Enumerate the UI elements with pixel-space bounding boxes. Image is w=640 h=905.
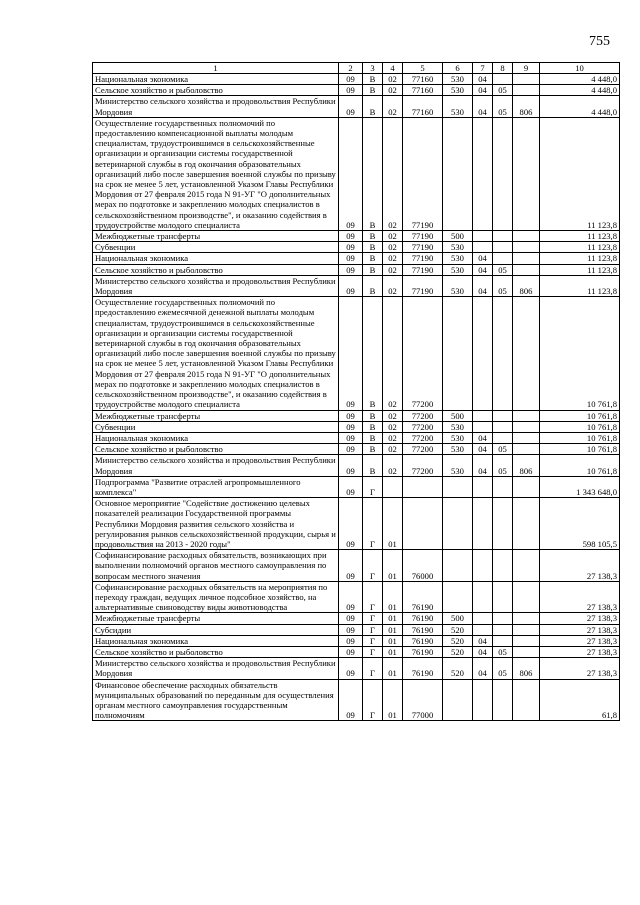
column-header: 7 [473,63,493,74]
code-cell [473,498,493,550]
column-header: 3 [363,63,383,74]
budget-table [92,62,620,721]
code-cell: 530 [443,242,473,253]
code-cell [493,231,513,242]
code-cell: В [363,275,383,296]
row-name-cell: Национальная экономика [93,432,339,443]
amount-cell: 11 123,8 [540,275,620,296]
code-cell: 530 [443,444,473,455]
code-cell [513,498,540,550]
code-cell: 806 [513,455,540,476]
code-cell [443,476,473,497]
code-cell: В [363,74,383,85]
code-cell: 04 [473,275,493,296]
code-cell: 77200 [403,297,443,410]
table-row [93,117,620,230]
code-cell [493,242,513,253]
code-cell: 09 [339,117,363,230]
code-cell [513,410,540,421]
code-cell: В [363,117,383,230]
code-cell: 04 [473,85,493,96]
table-row [93,421,620,432]
code-cell: 01 [383,498,403,550]
code-cell: 77160 [403,74,443,85]
code-cell: 04 [473,253,493,264]
code-cell: 77190 [403,253,443,264]
table-row [93,679,620,721]
code-cell: 09 [339,444,363,455]
code-cell: 05 [493,455,513,476]
code-cell: 05 [493,85,513,96]
code-cell: 09 [339,264,363,275]
table-row [93,297,620,410]
code-cell: 77190 [403,275,443,296]
code-cell: 76190 [403,581,443,613]
code-cell: 77200 [403,444,443,455]
code-cell [473,550,493,582]
column-header: 4 [383,63,403,74]
code-cell: 01 [383,646,403,657]
code-cell: 05 [493,96,513,117]
code-cell: 01 [383,613,403,624]
row-name-cell: Национальная экономика [93,253,339,264]
code-cell: 09 [339,455,363,476]
amount-cell: 598 105,5 [540,498,620,550]
code-cell [493,74,513,85]
column-header: 6 [443,63,473,74]
amount-cell: 27 138,3 [540,635,620,646]
code-cell: В [363,297,383,410]
code-cell: 77200 [403,455,443,476]
row-name-cell: Министерство сельского хозяйства и продовольствия Республики Мордовия [93,96,339,117]
code-cell: Г [363,613,383,624]
code-cell: В [363,432,383,443]
code-cell: Г [363,624,383,635]
code-cell: 77160 [403,96,443,117]
code-cell: 806 [513,96,540,117]
code-cell [473,297,493,410]
code-cell: 500 [443,410,473,421]
code-cell: 76190 [403,658,443,679]
code-cell: 09 [339,421,363,432]
code-cell: 520 [443,635,473,646]
code-cell: 09 [339,253,363,264]
code-cell: 76190 [403,646,443,657]
code-cell: 76000 [403,550,443,582]
code-cell: 77200 [403,421,443,432]
code-cell [513,117,540,230]
code-cell [493,117,513,230]
code-cell: 09 [339,679,363,721]
row-name-cell: Сельское хозяйство и рыболовство [93,646,339,657]
code-cell: В [363,85,383,96]
code-cell [513,242,540,253]
column-header: 9 [513,63,540,74]
code-cell: 500 [443,231,473,242]
code-cell: 01 [383,581,403,613]
column-number-row [93,63,620,74]
code-cell: 76190 [403,635,443,646]
code-cell [493,498,513,550]
code-cell [443,117,473,230]
code-cell: 05 [493,658,513,679]
code-cell [513,421,540,432]
code-cell: 04 [473,96,493,117]
column-header: 10 [540,63,620,74]
amount-cell: 27 138,3 [540,646,620,657]
code-cell: Г [363,476,383,497]
code-cell: 02 [383,253,403,264]
code-cell [473,117,493,230]
code-cell: 02 [383,85,403,96]
code-cell: 01 [383,658,403,679]
amount-cell: 11 123,8 [540,264,620,275]
code-cell: 02 [383,264,403,275]
code-cell [513,550,540,582]
column-header: 5 [403,63,443,74]
code-cell [493,421,513,432]
row-name-cell: Межбюджетные трансферты [93,410,339,421]
column-header: 2 [339,63,363,74]
code-cell [473,410,493,421]
code-cell: Г [363,581,383,613]
code-cell: 77190 [403,117,443,230]
code-cell [493,550,513,582]
code-cell: 02 [383,421,403,432]
code-cell [493,581,513,613]
code-cell: 09 [339,242,363,253]
table-row [93,624,620,635]
code-cell: 04 [473,646,493,657]
table-row [93,658,620,679]
code-cell: 02 [383,96,403,117]
code-cell: 77160 [403,85,443,96]
row-name-cell: Софинансирование расходных обязательств на мероприятия по переходу граждан, ведущих личное подсобное хозяйство, на альтернативные свиноводству виды животноводства [93,581,339,613]
amount-cell: 4 448,0 [540,96,620,117]
code-cell [493,613,513,624]
code-cell [513,432,540,443]
code-cell [513,635,540,646]
amount-cell: 10 761,8 [540,455,620,476]
code-cell [443,679,473,721]
code-cell: 01 [383,624,403,635]
code-cell [473,624,493,635]
code-cell: 09 [339,410,363,421]
code-cell: 02 [383,432,403,443]
code-cell: 04 [473,455,493,476]
code-cell: В [363,455,383,476]
code-cell: 77190 [403,264,443,275]
table-row [93,455,620,476]
code-cell [493,410,513,421]
code-cell: 09 [339,613,363,624]
code-cell: 77190 [403,231,443,242]
code-cell: 77190 [403,242,443,253]
code-cell: 05 [493,444,513,455]
code-cell [513,476,540,497]
code-cell: 04 [473,264,493,275]
code-cell [513,85,540,96]
code-cell [473,242,493,253]
code-cell: 76190 [403,624,443,635]
code-cell: Г [363,646,383,657]
code-cell: 806 [513,275,540,296]
code-cell: 77000 [403,679,443,721]
code-cell [513,581,540,613]
row-name-cell: Министерство сельского хозяйства и продовольствия Республики Мордовия [93,658,339,679]
amount-cell: 10 761,8 [540,297,620,410]
code-cell: Г [363,635,383,646]
code-cell [443,297,473,410]
code-cell [493,297,513,410]
amount-cell: 27 138,3 [540,581,620,613]
code-cell: 04 [473,658,493,679]
row-name-cell: Основное мероприятие "Содействие достижению целевых показателей реализации Государственной программы Республики Мордовия развития сельского хозяйства и регулирования рынков сельскохозяйственной продукции, сырья и продовольствия на 2013 - 2020 годы" [93,498,339,550]
code-cell: 02 [383,410,403,421]
table-row [93,242,620,253]
row-name-cell: Министерство сельского хозяйства и продовольствия Республики Мордовия [93,455,339,476]
page-number: 755 [589,34,610,49]
table-row [93,264,620,275]
table-row [93,74,620,85]
code-cell [513,613,540,624]
code-cell: 530 [443,264,473,275]
code-cell [473,679,493,721]
code-cell [403,476,443,497]
code-cell: Г [363,550,383,582]
code-cell: 09 [339,624,363,635]
code-cell [513,444,540,455]
row-name-cell: Субсидии [93,624,339,635]
code-cell: 530 [443,421,473,432]
code-cell: 04 [473,74,493,85]
row-name-cell: Национальная экономика [93,74,339,85]
code-cell: 09 [339,297,363,410]
amount-cell: 10 761,8 [540,410,620,421]
code-cell: 76190 [403,613,443,624]
code-cell: 02 [383,231,403,242]
amount-cell: 27 138,3 [540,613,620,624]
amount-cell: 1 343 648,0 [540,476,620,497]
code-cell: 04 [473,444,493,455]
code-cell: 500 [443,613,473,624]
column-header: 8 [493,63,513,74]
code-cell: 09 [339,74,363,85]
amount-cell: 61,8 [540,679,620,721]
amount-cell: 10 761,8 [540,432,620,443]
table-row [93,581,620,613]
row-name-cell: Субвенции [93,421,339,432]
table-row [93,85,620,96]
table-row [93,635,620,646]
row-name-cell: Подпрограмма "Развитие отраслей агропромышленного комплекса" [93,476,339,497]
code-cell: Г [363,679,383,721]
code-cell [493,635,513,646]
table-row [93,96,620,117]
code-cell: 530 [443,253,473,264]
code-cell: 530 [443,275,473,296]
code-cell: 520 [443,646,473,657]
code-cell [513,297,540,410]
code-cell: 77200 [403,410,443,421]
code-cell [473,421,493,432]
amount-cell: 27 138,3 [540,658,620,679]
code-cell: 05 [493,264,513,275]
code-cell [473,476,493,497]
row-name-cell: Межбюджетные трансферты [93,613,339,624]
code-cell [383,476,403,497]
code-cell: В [363,410,383,421]
row-name-cell: Сельское хозяйство и рыболовство [93,444,339,455]
code-cell: 530 [443,96,473,117]
code-cell: 09 [339,498,363,550]
code-cell: 520 [443,658,473,679]
amount-cell: 11 123,8 [540,117,620,230]
code-cell: 77200 [403,432,443,443]
amount-cell: 10 761,8 [540,421,620,432]
code-cell: 09 [339,550,363,582]
table-row [93,498,620,550]
code-cell [513,74,540,85]
code-cell [493,476,513,497]
code-cell: В [363,96,383,117]
code-cell [493,432,513,443]
code-cell: В [363,264,383,275]
code-cell: 02 [383,275,403,296]
code-cell: 530 [443,74,473,85]
code-cell [513,679,540,721]
code-cell: 02 [383,117,403,230]
code-cell: 09 [339,658,363,679]
code-cell: 02 [383,444,403,455]
code-cell: 530 [443,85,473,96]
code-cell: 09 [339,635,363,646]
code-cell [473,581,493,613]
code-cell: В [363,253,383,264]
amount-cell: 11 123,8 [540,253,620,264]
code-cell [493,624,513,635]
table-row [93,646,620,657]
row-name-cell: Финансовое обеспечение расходных обязательств муниципальных образований по переданным для осуществления органам местного самоуправления государственным полномочиям [93,679,339,721]
code-cell [513,264,540,275]
code-cell [443,498,473,550]
row-name-cell: Софинансирование расходных обязательств, возникающих при выполнении полномочий органов местного самоуправления по вопросам местного значения [93,550,339,582]
code-cell [473,613,493,624]
code-cell: 530 [443,455,473,476]
row-name-cell: Сельское хозяйство и рыболовство [93,85,339,96]
amount-cell: 11 123,8 [540,231,620,242]
code-cell [443,550,473,582]
table-row [93,410,620,421]
table-row [93,275,620,296]
code-cell: 09 [339,646,363,657]
code-cell [443,581,473,613]
code-cell: 02 [383,242,403,253]
code-cell: 09 [339,275,363,296]
code-cell: Г [363,498,383,550]
code-cell: 520 [443,624,473,635]
table-row [93,613,620,624]
amount-cell: 27 138,3 [540,624,620,635]
code-cell: В [363,421,383,432]
code-cell: 04 [473,635,493,646]
code-cell [513,231,540,242]
row-name-cell: Межбюджетные трансферты [93,231,339,242]
row-name-cell: Национальная экономика [93,635,339,646]
amount-cell: 10 761,8 [540,444,620,455]
code-cell: 806 [513,658,540,679]
code-cell: 01 [383,635,403,646]
amount-cell: 4 448,0 [540,74,620,85]
code-cell: Г [363,658,383,679]
table-row [93,444,620,455]
code-cell [513,624,540,635]
code-cell: 05 [493,275,513,296]
code-cell: 05 [493,646,513,657]
code-cell: 09 [339,85,363,96]
row-name-cell: Сельское хозяйство и рыболовство [93,264,339,275]
code-cell: 02 [383,455,403,476]
row-name-cell: Осуществление государственных полномочий по предоставлению компенсационной выплаты молодым специалистам, трудоустроившимся в сельскохозяйственные организации и организации системы государственной ветеринарной службы в год окончания образовательных организаций либо после завершения военной службы по призыву на срок не менее 5 лет, установленной Указом Главы Республики Мордовия от 27 февраля 2015 года N 91-УГ "О дополнительных мерах по подготовке и закреплению молодых специалистов в сельскохозяйственном производстве", и оказанию содействия в трудоустройстве молодого специалиста [93,117,339,230]
code-cell: 09 [339,96,363,117]
code-cell [493,253,513,264]
table-row [93,432,620,443]
code-cell: 09 [339,581,363,613]
code-cell: 09 [339,231,363,242]
code-cell: В [363,231,383,242]
code-cell: В [363,444,383,455]
code-cell [473,231,493,242]
code-cell: В [363,242,383,253]
row-name-cell: Министерство сельского хозяйства и продовольствия Республики Мордовия [93,275,339,296]
code-cell [493,679,513,721]
table-row [93,253,620,264]
code-cell: 01 [383,679,403,721]
amount-cell: 11 123,8 [540,242,620,253]
code-cell [513,253,540,264]
code-cell: 02 [383,297,403,410]
code-cell: 530 [443,432,473,443]
amount-cell: 27 138,3 [540,550,620,582]
code-cell: 09 [339,432,363,443]
code-cell: 02 [383,74,403,85]
code-cell: 01 [383,550,403,582]
code-cell: 04 [473,432,493,443]
amount-cell: 4 448,0 [540,85,620,96]
row-name-cell: Субвенции [93,242,339,253]
table-row [93,476,620,497]
code-cell: 09 [339,476,363,497]
row-name-cell: Осуществление государственных полномочий по предоставлению ежемесячной денежной выплаты молодым специалистам, трудоустроившимся в сельскохозяйственные организации и организации системы государственной ветеринарной службы в год окончания образовательных организаций либо после завершения военной службы по призыву на срок не менее 5 лет, установленной Указом Главы Республики Мордовия от 27 февраля 2015 года N 91-УГ "О дополнительных мерах по подготовке и закреплению молодых специалистов в сельскохозяйственном производстве", и оказанию содействия в трудоустройстве молодого специалиста [93,297,339,410]
column-header: 1 [93,63,339,74]
table-body [93,74,620,721]
table-row [93,550,620,582]
code-cell [513,646,540,657]
code-cell [403,498,443,550]
table-row [93,231,620,242]
